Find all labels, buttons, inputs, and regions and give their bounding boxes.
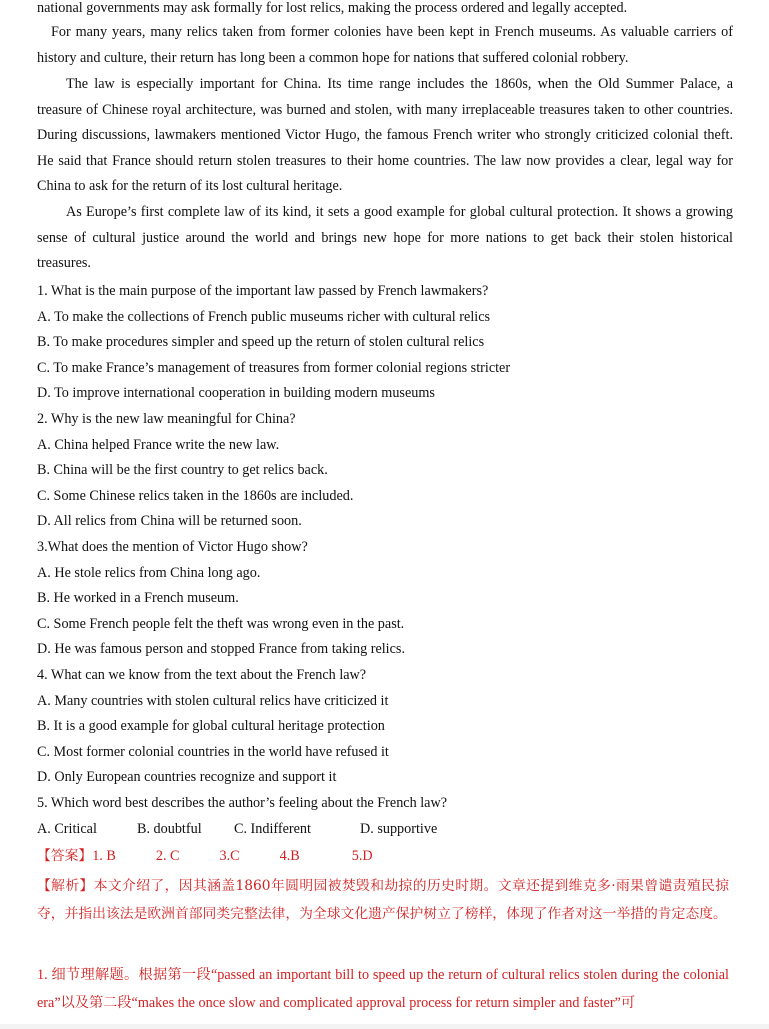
question-3-option-b: B. He worked in a French museum. <box>37 590 239 606</box>
question-4-option-b: B. It is a good example for global cultural heritage protection <box>37 718 385 734</box>
answer-item-4: 4.B <box>279 848 300 864</box>
answer-item-1: 1. B <box>92 848 116 864</box>
question-3-stem: 3.What does the mention of Victor Hugo show? <box>37 539 308 555</box>
question-5-option-a: A. Critical <box>37 821 97 837</box>
answer-label: 【答案】 <box>37 848 93 864</box>
question-5-option-c: C. Indifferent <box>234 821 311 837</box>
analysis-summary: 【解析】本文介绍了，因其涵盖1860年圆明园被焚毁和劫掠的历史时期。文章还提到维克多·雨果曾谴责殖民掠夺，并指出该法是欧洲首部同类完整法律，为全球文化遗产保护树立了榜样，体现了作者对这一举措的肯定态度。 <box>37 878 729 922</box>
question-2-option-d: D. All relics from China will be returned soon. <box>37 513 302 529</box>
answer-key <box>37 847 373 865</box>
question-4-option-c: C. Most former colonial countries in the world have refused it <box>37 744 389 760</box>
analysis-detail-1: 1. 细节理解题。根据第一段“passed an important bill to speed up the return of cultural relics stolen during the colonial era”以及第二段“makes the once slow and complicated approval process for return simpler and faster”可 <box>37 967 729 1011</box>
passage-paragraph-4: As Europe’s first complete law of its kind, it sets a good example for global cultural protection. It shows a growing sense of cultural justice around the world and brings new hope for more nations to get back their stolen historical treasures. <box>37 204 733 272</box>
question-2-option-c: C. Some Chinese relics taken in the 1860s are included. <box>37 488 354 504</box>
question-5-stem: 5. Which word best describes the author’s feeling about the French law? <box>37 795 448 811</box>
passage-continued-line: national governments may ask formally for lost relics, making the process ordered and legally accepted. <box>37 0 628 16</box>
passage-paragraph-3: The law is especially important for China. Its time range includes the 1860s, when the Old Summer Palace, a treasure of Chinese royal architecture, was burned and stolen, with many irreplaceable treasures taken to other countries. During discussions, lawmakers mentioned Victor Hugo, the famous French writer who strongly criticized colonial theft. He said that France should return stolen treasures to their home countries. The law now provides a clear, legal way for China to ask for the return of its lost cultural heritage. <box>37 76 733 195</box>
question-2-stem: 2. Why is the new law meaningful for China? <box>37 411 296 427</box>
answer-item-5: 5.D <box>351 848 373 864</box>
question-1-option-d: D. To improve international cooperation in building modern museums <box>37 385 435 401</box>
question-1-stem: 1. What is the main purpose of the important law passed by French lawmakers? <box>37 283 489 299</box>
question-4-option-a: A. Many countries with stolen cultural relics have criticized it <box>37 693 389 709</box>
question-4-stem: 4. What can we know from the text about the French law? <box>37 667 367 683</box>
page-bottom-edge <box>0 1024 769 1029</box>
question-4-option-d: D. Only European countries recognize and support it <box>37 769 337 785</box>
question-5-options <box>37 820 437 838</box>
question-1-option-a: A. To make the collections of French public museums richer with cultural relics <box>37 309 491 325</box>
question-1-option-b: B. To make procedures simpler and speed up the return of stolen cultural relics <box>37 334 485 350</box>
answer-item-2: 2. C <box>155 848 180 864</box>
question-3-option-a: A. He stole relics from China long ago. <box>37 565 261 581</box>
passage-paragraph-2: For many years, many relics taken from former colonies have been kept in French museums. As valuable carriers of history and culture, their return has long been a common hope for nations that suffered colonial robbery. <box>37 24 733 66</box>
question-3-option-d: D. He was famous person and stopped France from taking relics. <box>37 641 405 657</box>
question-5-option-b: B. doubtful <box>137 821 202 837</box>
question-1-option-c: C. To make France’s management of treasures from former colonial regions stricter <box>37 360 511 376</box>
question-2-option-b: B. China will be the first country to get relics back. <box>37 462 328 478</box>
question-5-option-d: D. supportive <box>360 821 438 837</box>
question-2-option-a: A. China helped France write the new law. <box>37 437 280 453</box>
question-3-option-c: C. Some French people felt the theft was wrong even in the past. <box>37 616 405 632</box>
answer-item-3: 3.C <box>219 848 240 864</box>
